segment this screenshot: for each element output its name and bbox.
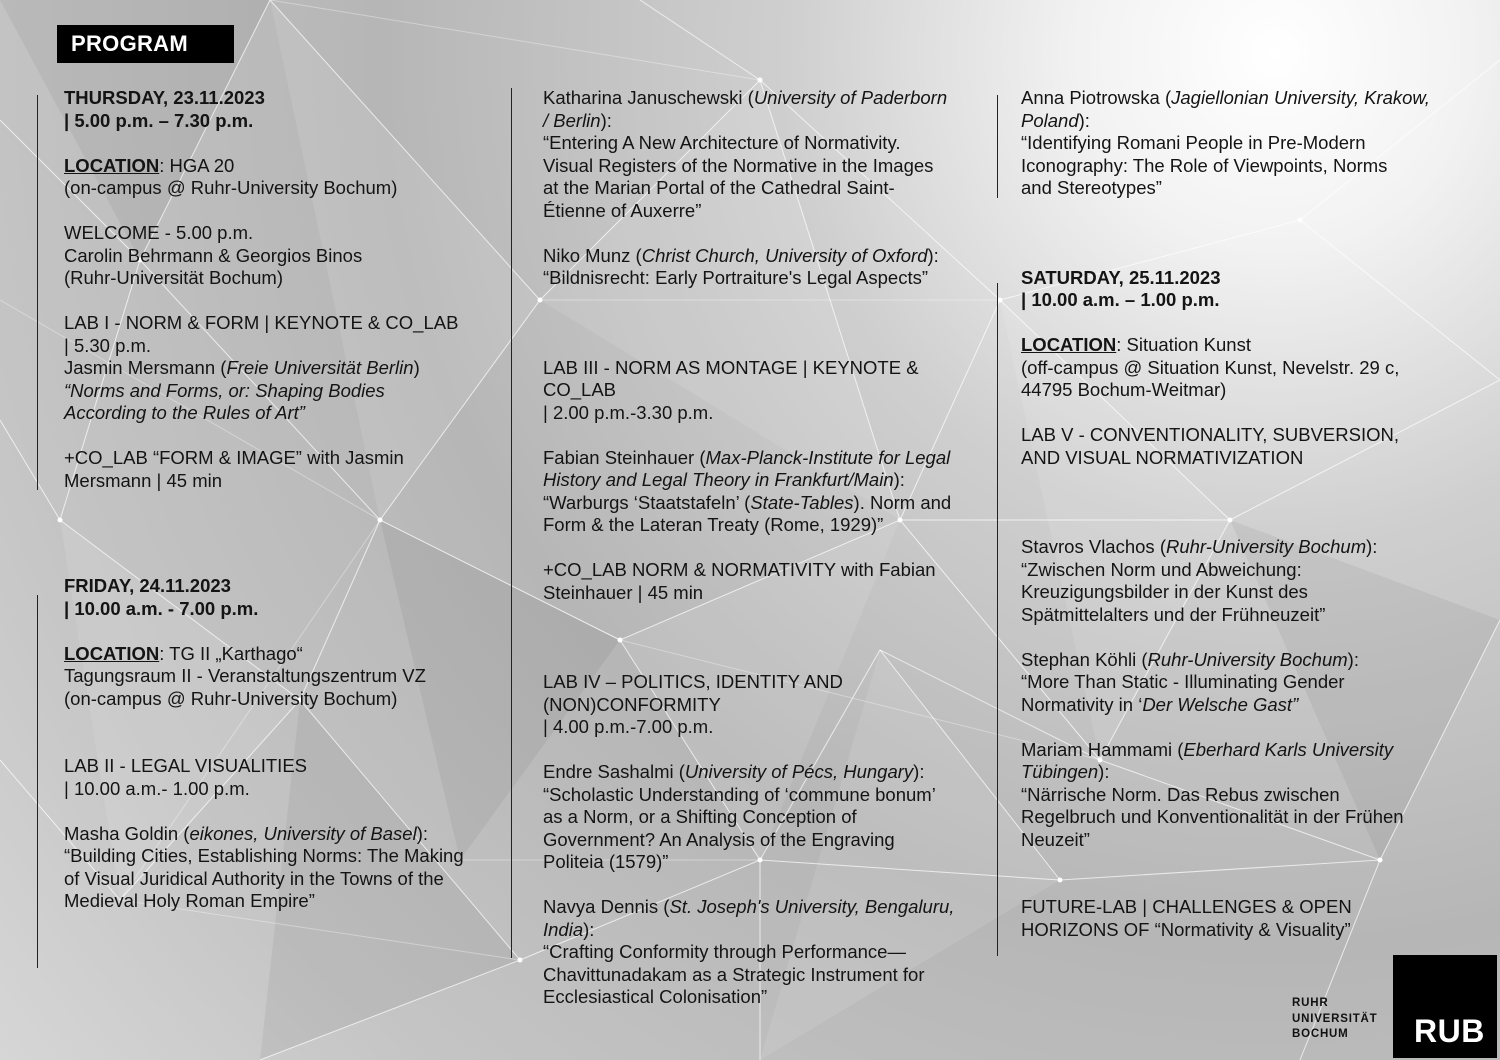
endre-speaker: Endre Sashalmi (University of Pécs, Hungary): (543, 761, 925, 782)
navya-speaker: India): (543, 918, 595, 940)
location-value: : TG II „Karthago“ (159, 642, 303, 664)
masha-talk: Medieval Holy Roman Empire” (64, 890, 315, 911)
stephan-talk: Normativity in ‘Der Welsche Gast” (1021, 693, 1299, 715)
navya-speaker: Navya Dennis (St. Joseph's University, Bengaluru, (543, 896, 955, 917)
location-label: LOCATION (64, 154, 160, 176)
rub-logo: RUB (1393, 955, 1497, 1058)
university-wordmark: RUHR UNIVERSITÄT BOCHUM (1292, 997, 1378, 1040)
mariam-speaker: Mariam Hammami (Eberhard Karls University (1021, 738, 1394, 760)
saturday-location-detail: 44795 Bochum-Weitmar) (1021, 379, 1227, 400)
future-lab-title: FUTURE-LAB | CHALLENGES & OPEN (1021, 896, 1352, 917)
stavros-speaker: Stavros Vlachos (Ruhr-University Bochum): (1021, 536, 1378, 557)
column-divider (997, 283, 998, 956)
lab2-time: | 10.00 a.m.- 1.00 p.m. (64, 777, 250, 799)
stavros-talk: “Zwischen Norm und Abweichung: (1021, 558, 1302, 580)
fabian-talk: “Warburgs ‘Staatstafeln’ (State-Tables). Norm and (543, 491, 952, 513)
lab4-title: (NON)CONFORMITY (543, 693, 721, 715)
colab-norm-normativity: Steinhauer | 45 min (543, 581, 704, 603)
column-divider (37, 595, 38, 968)
column-left (64, 87, 504, 492)
column-middle (543, 87, 993, 1009)
navya-talk: Ecclesiastical Colonisation” (543, 986, 768, 1007)
welcome-affiliation: (Ruhr-Universität Bochum) (64, 267, 283, 288)
fabian-talk: Form & the Lateran Treaty (Rome, 1929)” (543, 514, 884, 535)
location-value: : HGA 20 (159, 154, 235, 176)
saturday-date: SATURDAY, 25.11.2023 (1021, 266, 1221, 288)
endre-talk: Government? An Analysis of the Engraving (543, 828, 895, 850)
lab5-title: LAB V - CONVENTIONALITY, SUBVERSION, (1021, 424, 1399, 445)
column-divider (37, 95, 38, 490)
column-right (1021, 87, 1486, 941)
welcome-title: WELCOME - 5.00 p.m. (64, 222, 254, 243)
katharina-speaker: Katharina Januschewski (University of Paderborn (543, 87, 948, 108)
lab4-time: | 4.00 p.m.-7.00 p.m. (543, 716, 714, 737)
stephan-talk: “More Than Static - Illuminating Gender (1021, 671, 1345, 692)
friday-location-detail: (on-campus @ Ruhr-University Bochum) (64, 687, 398, 709)
column-divider (997, 95, 998, 198)
lab2-title: LAB II - LEGAL VISUALITIES (64, 755, 307, 776)
endre-talk: Politeia (1579)” (543, 851, 669, 872)
lab3-title: LAB III - NORM AS MONTAGE | KEYNOTE & (543, 356, 919, 378)
stephan-speaker: Stephan Köhli (Ruhr-University Bochum): (1021, 648, 1359, 670)
katharina-talk: Étienne of Auxerre” (543, 199, 702, 221)
anna-speaker: Poland): (1021, 109, 1090, 131)
navya-talk: Chavittunadakam as a Strategic Instrument for (543, 963, 925, 985)
anna-talk: Iconography: The Role of Viewpoints, Norms (1021, 154, 1388, 176)
katharina-talk: “Entering A New Architecture of Normativity. (543, 132, 901, 153)
program-heading: PROGRAM (57, 25, 234, 63)
lab4-title: LAB IV – POLITICS, IDENTITY AND (543, 671, 843, 692)
lab1-talk: According to the Rules of Art” (64, 402, 305, 423)
endre-talk: as a Norm, or a Shifting Conception of (543, 806, 857, 827)
friday-location-room: Tagungsraum II - Veranstaltungszentrum VZ (64, 665, 426, 686)
stavros-talk: Kreuzigungsbilder in der Kunst des (1021, 581, 1308, 602)
friday-date: FRIDAY, 24.11.2023 (64, 575, 231, 596)
masha-speaker: Masha Goldin (eikones, University of Basel): (64, 822, 429, 844)
lab1-time: | 5.30 p.m. (64, 334, 152, 356)
welcome-names: Carolin Behrmann & Georgios Binos (64, 244, 363, 266)
colab-norm-normativity: +CO_LAB NORM & NORMATIVITY with Fabian (543, 559, 936, 580)
location-label: LOCATION (64, 642, 160, 664)
katharina-speaker: / Berlin): (543, 109, 612, 131)
thursday-location (64, 155, 504, 178)
endre-talk: “Scholastic Understanding of ‘commune bonum’ (543, 783, 936, 805)
lab1-talk: “Norms and Forms, or: Shaping Bodies (64, 379, 385, 401)
future-lab-title: HORIZONS OF “Normativity & Visuality” (1021, 918, 1351, 940)
lab5-title: AND VISUAL NORMATIVIZATION (1021, 446, 1304, 468)
katharina-talk: Visual Registers of the Normative in the Images (543, 154, 934, 176)
anna-talk: “Identifying Romani People in Pre-Modern (1021, 132, 1366, 153)
thursday-date: THURSDAY, 23.11.2023 (64, 87, 265, 108)
friday-time: | 10.00 a.m. - 7.00 p.m. (64, 597, 259, 619)
masha-talk: of Visual Juridical Authority in the Towns of the (64, 867, 444, 889)
masha-talk: “Building Cities, Establishing Norms: The Making (64, 845, 464, 866)
mariam-talk: Neuzeit” (1021, 828, 1090, 850)
lab1-title: LAB I - NORM & FORM | KEYNOTE & CO_LAB (64, 312, 459, 333)
thursday-time: | 5.00 p.m. – 7.30 p.m. (64, 109, 254, 131)
colab-form-image: +CO_LAB “FORM & IMAGE” with Jasmin (64, 447, 404, 468)
location-value: : Situation Kunst (1116, 334, 1251, 355)
niko-talk: “Bildnisrecht: Early Portraiture's Legal Aspects” (543, 267, 928, 288)
katharina-talk: at the Marian Portal of the Cathedral Saint- (543, 177, 895, 198)
lab3-title: CO_LAB (543, 379, 617, 400)
column-divider (511, 88, 512, 958)
saturday-time: | 10.00 a.m. – 1.00 p.m. (1021, 289, 1220, 310)
niko-speaker: Niko Munz (Christ Church, University of Oxford): (543, 244, 939, 266)
mariam-talk: “Närrische Norm. Das Rebus zwischen (1021, 783, 1340, 805)
column-left-friday (64, 575, 504, 913)
anna-talk: and Stereotypes” (1021, 177, 1162, 198)
mariam-talk: Regelbruch und Konventionalität in der Frühen (1021, 806, 1404, 827)
fabian-speaker: Fabian Steinhauer (Max-Planck-Institute for Legal (543, 446, 951, 468)
friday-location (64, 643, 504, 666)
stavros-talk: Spätmittelalters und der Frühneuzeit” (1021, 603, 1326, 625)
thursday-location-detail: (on-campus @ Ruhr-University Bochum) (64, 177, 398, 198)
fabian-speaker: History and Legal Theory in Frankfurt/Main): (543, 469, 905, 490)
navya-talk: “Crafting Conformity through Performance— (543, 941, 906, 962)
mariam-speaker: Tübingen): (1021, 761, 1110, 782)
lab3-time: | 2.00 p.m.-3.30 p.m. (543, 401, 714, 423)
lab1-speaker: Jasmin Mersmann (Freie Universität Berlin) (64, 357, 420, 378)
saturday-location (1021, 334, 1486, 357)
colab-form-image: Mersmann | 45 min (64, 469, 222, 491)
saturday-location-detail: (off-campus @ Situation Kunst, Nevelstr. 29 c, (1021, 356, 1400, 378)
location-label: LOCATION (1021, 334, 1117, 355)
anna-speaker: Anna Piotrowska (Jagiellonian University, Krakow, (1021, 87, 1430, 108)
